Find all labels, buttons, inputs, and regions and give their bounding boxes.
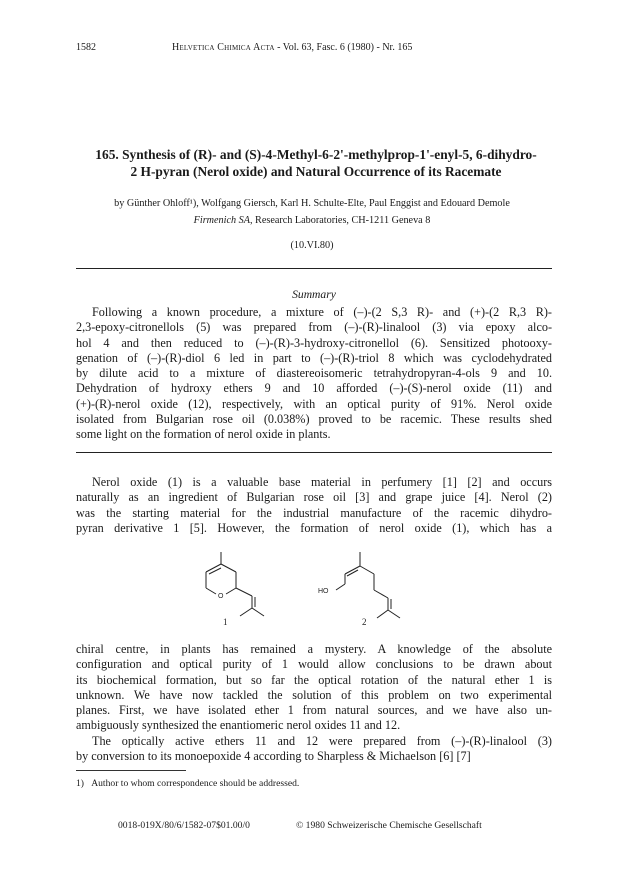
summary-line: isolated from Bulgarian rose oil (0.038%) proved to be racemic. These results shed <box>76 412 552 427</box>
oxygen-atom-label: O <box>218 593 224 600</box>
journal-issue: - Vol. 63, Fasc. 6 (1980) - Nr. 165 <box>277 42 413 53</box>
structure-2-label: 2 <box>362 617 367 627</box>
page-number: 1582 <box>76 42 96 53</box>
summary-paragraph <box>76 305 552 443</box>
body-paragraph-2 <box>76 642 552 734</box>
body-line: configuration and optical purity of 1 would allow conclusions to be drawn about <box>76 657 552 672</box>
copyright-notice: © 1980 Schweizerische Chemische Gesellschaft <box>296 820 482 831</box>
summary-top-rule <box>76 268 552 269</box>
summary-line: 2,3-epoxy-citronellols (5) was prepared from (–)-(R)-linalool (3) via epoxy alco- <box>76 320 552 335</box>
body-line: was the starting material for the industrial manufacture of the racemic dihydro- <box>76 505 552 520</box>
body-line: its biochemical formation, but so far the optical rotation of the natural ether 1 is <box>76 672 552 687</box>
summary-heading: Summary <box>292 288 336 301</box>
article-code: 0018-019X/80/6/1582-07$01.00/0 <box>118 820 250 831</box>
author-list: by Günther Ohloff¹), Wolfgang Giersch, Karl H. Schulte-Elte, Paul Enggist and Edouard Demole <box>114 198 510 209</box>
summary-line: some light on the formation of nerol oxide in plants. <box>76 427 331 442</box>
body-line: pyran derivative 1 [5]. However, the formation of nerol oxide (1), which has a <box>76 520 552 535</box>
body-line: Nerol oxide (1) is a valuable base material in perfumery [1] [2] and occurs <box>92 475 552 489</box>
summary-line: Dehydration of hydroxy ethers 9 and 10 afforded (–)-(S)-nerol oxide (11) and <box>76 381 552 396</box>
running-header <box>0 42 624 56</box>
body-line: naturally as an ingredient of Bulgarian rose oil [3] and grape juice [4]. Nerol (2) <box>76 490 552 505</box>
journal-line <box>172 42 412 53</box>
summary-line: genation of (–)-(R)-diol 6 led in part to (–)-(R)-triol 8 which was cyclodehydrated <box>76 350 552 365</box>
affiliation-company: Firmenich SA <box>193 215 250 226</box>
footnote <box>76 778 299 789</box>
summary-bottom-rule <box>76 452 552 453</box>
body-line: planes. First, we have isolated ether 1 from natural sources, and we have also un- <box>76 703 552 718</box>
footnote-rule <box>76 770 186 771</box>
affiliation <box>60 215 564 226</box>
body-line: ambiguously synthesized the enantiomeric nerol oxides 11 and 12. <box>76 718 401 733</box>
article-title <box>78 146 554 180</box>
title-line-1: 165. Synthesis of (R)- and (S)-4-Methyl-6-2'-methylprop-1'-enyl-5, 6-dihydro- <box>95 147 537 162</box>
structure-2-nerol <box>336 552 400 618</box>
body-paragraph-3 <box>76 734 552 765</box>
chemical-structures-figure <box>190 552 430 628</box>
body-paragraph-1 <box>76 475 552 536</box>
structure-1-nerol-oxide <box>206 552 264 616</box>
summary-line: by dilute acid to a mixture of diastereoisomeric tetrahydropyran-4-ols 9 and 10. <box>76 366 552 381</box>
body-line: chiral centre, in plants has remained a mystery. A knowledge of the absolute <box>76 642 552 656</box>
received-date: (10.VI.80) <box>290 240 334 251</box>
structure-1-label: 1 <box>223 617 228 627</box>
summary-line: (+)-(R)-nerol oxide (12), respectively, with an optical purity of 91%. Nerol oxide <box>76 396 552 411</box>
body-line: The optically active ethers 11 and 12 were prepared from (–)-(R)-linalool (3) <box>92 734 552 748</box>
journal-name: Helvetica Chimica Acta <box>172 42 275 53</box>
body-line: unknown. We have now tackled the solution of this problem on two experimental <box>76 687 552 702</box>
affiliation-address: , Research Laboratories, CH-1211 Geneva 8 <box>249 215 431 226</box>
footnote-mark: 1) <box>76 778 84 789</box>
summary-line: Following a known procedure, a mixture of (–)-(2 S,3 R)- and (+)-(2 R,3 R)- <box>92 305 552 319</box>
title-line-2: 2 H-pyran (Nerol oxide) and Natural Occurrence of its Racemate <box>130 164 502 179</box>
hydroxyl-atom-label: HO <box>318 588 329 595</box>
summary-line: hol 4 and then reduced to (–)-(R)-3-hydroxy-citronellol (6). Sensitized photooxy- <box>76 335 552 350</box>
footnote-text: Author to whom correspondence should be addressed. <box>91 778 300 789</box>
body-line: by conversion to its monoepoxide 4 according to Sharpless & Michaelson [6] [7] <box>76 749 471 764</box>
